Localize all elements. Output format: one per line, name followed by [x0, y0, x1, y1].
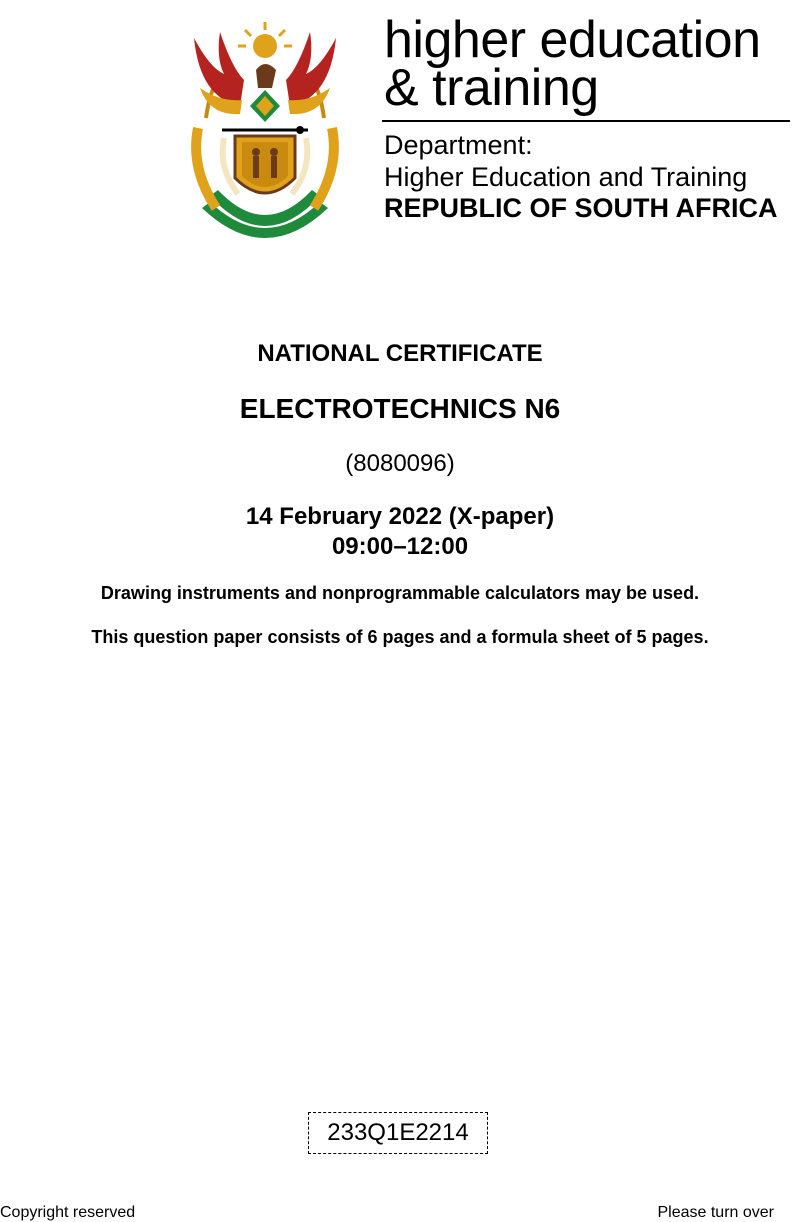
copyright-notice: Copyright reserved [0, 1204, 136, 1221]
brand-title-line1: higher education [384, 11, 761, 69]
exam-instructions: Drawing instruments and nonprogrammable calculators may be used. [100, 583, 700, 603]
exam-time: 09:00–12:00 [331, 533, 469, 560]
brand-divider [382, 120, 790, 122]
brand-title-line2: & training [384, 59, 599, 117]
paper-reference-number: 233Q1E2214 [308, 1112, 488, 1154]
subject-title: ELECTROTECHNICS N6 [239, 393, 561, 424]
exam-date: 14 February 2022 (X-paper) [245, 503, 555, 530]
page-header [0, 0, 800, 250]
turn-over-notice: Please turn over [657, 1204, 774, 1221]
department-name: Higher Education and Training [384, 162, 748, 192]
coat-of-arms-icon [180, 18, 350, 246]
subject-code: (8080096) [345, 450, 455, 477]
page-count-info: This question paper consists of 6 pages and a formula sheet of 5 pages. [91, 627, 709, 647]
country-name: REPUBLIC OF SOUTH AFRICA [384, 193, 778, 223]
certificate-title: NATIONAL CERTIFICATE [257, 340, 543, 367]
department-label: Department: [384, 130, 533, 160]
